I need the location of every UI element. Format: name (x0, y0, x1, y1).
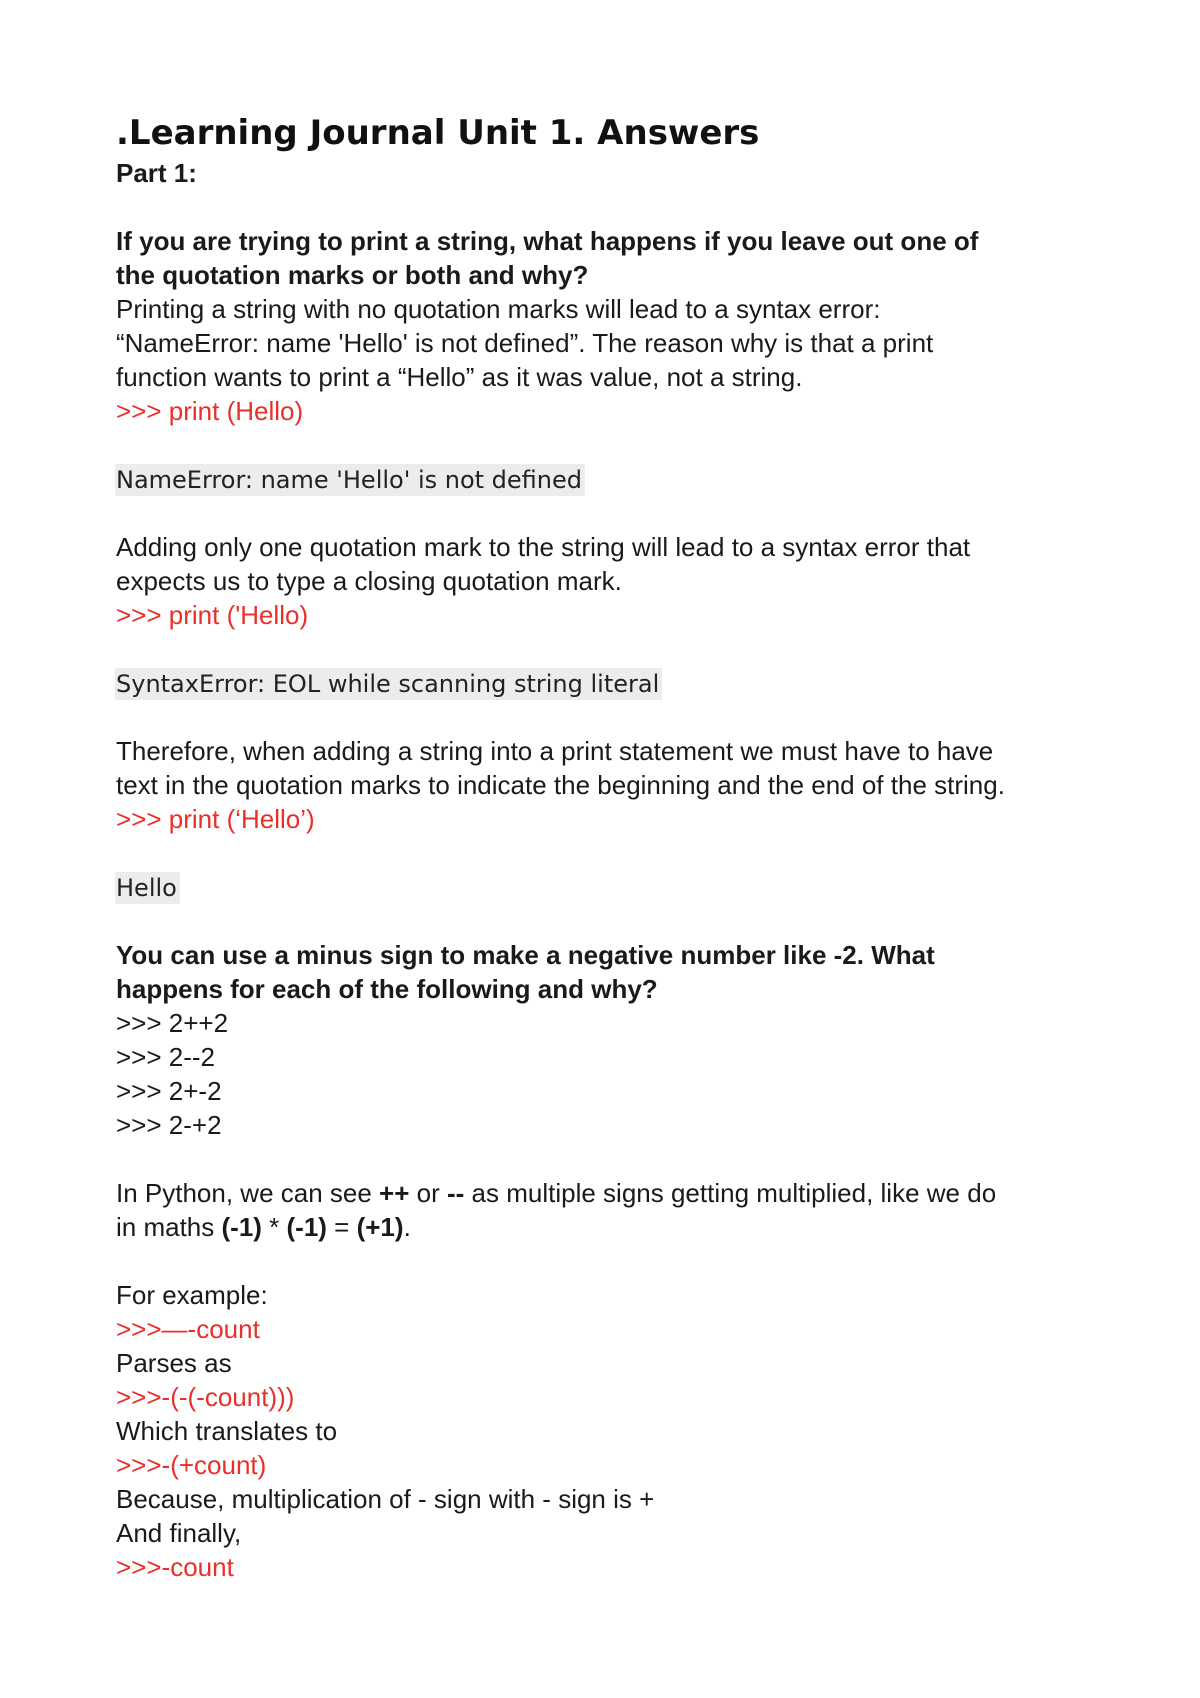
parses-as-label: Parses as (116, 1348, 232, 1378)
expression-line: >>> 2--2 (116, 1042, 216, 1072)
code-example: >>>—-count (116, 1314, 260, 1344)
code-example: >>>-(+count) (116, 1450, 267, 1480)
answer-paragraph-line: Therefore, when adding a string into a print statement we must have to have (116, 736, 994, 766)
code-example: >>> print ('Hello) (116, 600, 309, 630)
because-line: Because, multiplication of - sign with - sign is + (116, 1484, 655, 1514)
question-1-heading-line: If you are trying to print a string, what happens if you leave out one of (116, 226, 979, 256)
answer-paragraph-line: function wants to print a “Hello” as it was value, not a string. (116, 362, 803, 392)
document-title: .Learning Journal Unit 1. Answers (116, 113, 760, 153)
answer-paragraph-line: text in the quotation marks to indicate the beginning and the end of the string. (116, 770, 1005, 800)
expression-line: >>> 2-+2 (116, 1110, 222, 1140)
document-body (116, 110, 1106, 1584)
code-output: Hello (115, 872, 180, 904)
explanation-line: in maths (-1) * (-1) = (+1). (116, 1212, 411, 1242)
code-example: >>>-(-(-count))) (116, 1382, 295, 1412)
answer-paragraph-line: expects us to type a closing quotation mark. (116, 566, 622, 596)
expression-line: >>> 2+-2 (116, 1076, 222, 1106)
answer-paragraph-line: “NameError: name 'Hello' is not defined”. The reason why is that a print (116, 328, 934, 358)
code-example: >>> print (‘Hello’) (116, 804, 315, 834)
code-output: NameError: name 'Hello' is not defined (115, 464, 585, 496)
example-label: For example: (116, 1280, 268, 1310)
explanation-line: In Python, we can see ++ or -- as multiple signs getting multiplied, like we do (116, 1178, 997, 1208)
finally-line: And finally, (116, 1518, 242, 1548)
answer-paragraph-line: Printing a string with no quotation marks will lead to a syntax error: (116, 294, 881, 324)
code-output: SyntaxError: EOL while scanning string literal (115, 668, 662, 700)
expression-line: >>> 2++2 (116, 1008, 229, 1038)
answer-paragraph-line: Adding only one quotation mark to the string will lead to a syntax error that (116, 532, 971, 562)
question-2-heading-line: happens for each of the following and why? (116, 974, 658, 1004)
code-example: >>> print (Hello) (116, 396, 304, 426)
translates-to-label: Which translates to (116, 1416, 338, 1446)
question-1-heading-line: the quotation marks or both and why? (116, 260, 589, 290)
code-example: >>>-count (116, 1552, 234, 1582)
part-label: Part 1: (116, 158, 197, 188)
question-2-heading-line: You can use a minus sign to make a negative number like -2. What (116, 940, 935, 970)
